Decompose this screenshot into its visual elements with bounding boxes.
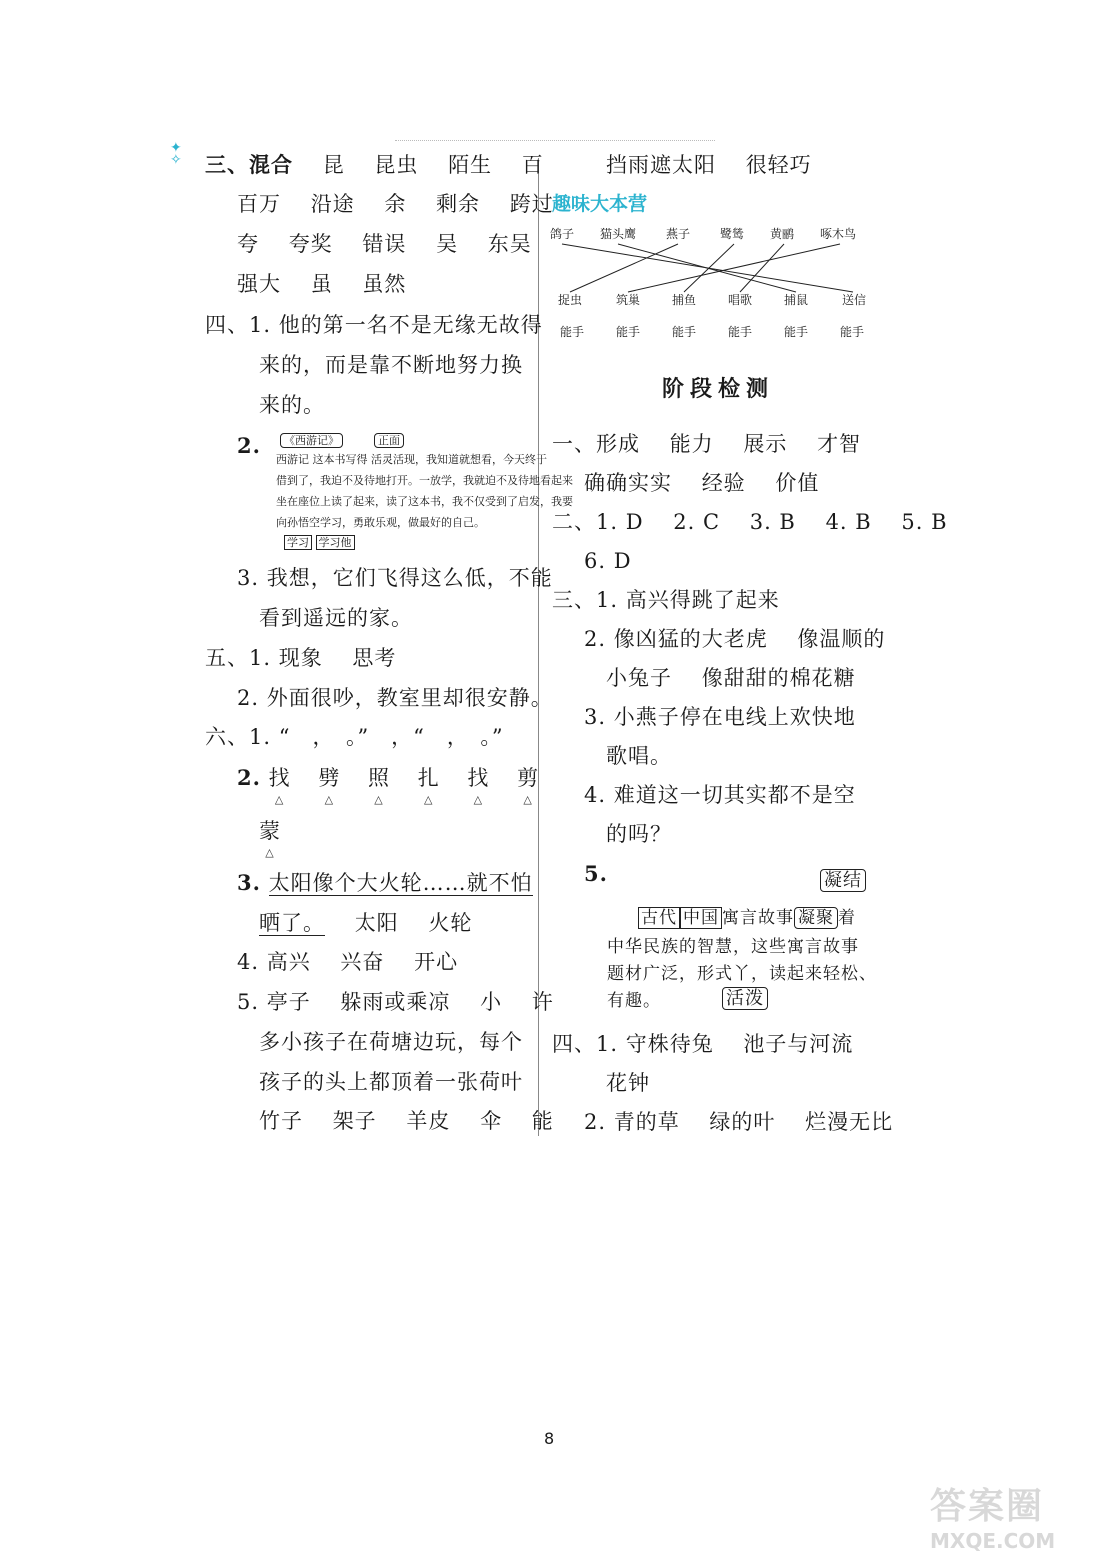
text: 确确实实 [584, 471, 672, 495]
left-s6-q2 [237, 764, 559, 792]
text: 思考 [352, 646, 397, 670]
left-s4-q1-line3: 来的。 [259, 393, 325, 417]
left-s6-q2-last [259, 817, 301, 845]
q5-box-bottom [722, 985, 768, 1013]
text: 2. 像凶猛的大老虎 [584, 627, 768, 651]
annotation-line1: 西游记 这本书写得 活灵活现，我知道就想看，今天终于 [276, 453, 547, 466]
text: 2. C [673, 510, 721, 534]
text: 凝结 [820, 869, 866, 892]
left-s4-q2-number: 2. [237, 433, 261, 458]
text: 学习 [284, 535, 312, 550]
left-s6-q3-line2 [259, 909, 472, 937]
right-s1-line2 [584, 469, 819, 497]
text: 挡雨遮太阳 [606, 153, 716, 177]
annotation-line4: 向孙悟空学习，勇敢乐观，做最好的自己。 [276, 516, 485, 529]
text: 一、形成 [552, 432, 640, 456]
text: 凝聚 [794, 907, 838, 929]
text: 昆 [322, 153, 345, 177]
text: 跨过 [509, 192, 554, 216]
q5-line2: 中华民族的智慧，这些寓言故事 [607, 937, 859, 957]
right-s3-q2-line2 [606, 664, 856, 692]
left-s6-q5-line3: 孩子的头上都顶着一张荷叶 [259, 1070, 523, 1094]
q5-line1 [638, 904, 856, 932]
text: 火轮 [428, 911, 473, 935]
bird-label: 黄鹂 [770, 227, 795, 241]
skill-label: 捉虫 [558, 293, 583, 307]
underlined-text: 太阳像个大火轮……就不怕 [268, 871, 533, 895]
text: 5. B [901, 510, 948, 534]
right-s4-line1 [552, 1030, 853, 1058]
left-s6-q5-line2: 多小孩子在荷塘边玩，每个 [259, 1030, 523, 1054]
match-line [740, 244, 784, 292]
text: 小 [480, 990, 503, 1014]
text: 昆虫 [374, 153, 419, 177]
text: 能 [531, 1109, 554, 1133]
bird-label: 燕子 [666, 227, 691, 241]
left-s6-q4 [237, 948, 458, 976]
text: 太阳 [354, 911, 399, 935]
text: 许 [531, 990, 554, 1014]
char-dotted: 找 △ [467, 764, 489, 792]
text: 夸 [237, 232, 259, 256]
char-dotted: 照 △ [368, 764, 390, 792]
left-s5-line1 [205, 644, 396, 672]
text: 中国 [680, 907, 722, 929]
text: 竹子 [259, 1109, 303, 1133]
text: 四、1. 守株待兔 [552, 1032, 714, 1056]
right-s3-q2-line1 [584, 625, 885, 653]
suffix-label: 能手 [672, 325, 697, 339]
top-dotted-rule [395, 140, 715, 141]
text: 虽然 [362, 272, 407, 296]
text: 经验 [701, 471, 746, 495]
right-s3-q4-line2: 的吗？ [606, 822, 672, 846]
watermark-logo: 答案圈 [930, 1486, 1045, 1527]
suffix-label: 能手 [840, 325, 865, 339]
right-s1-line1 [552, 430, 861, 458]
text: 学习他 [316, 535, 355, 550]
right-s4-line2: 花钟 [606, 1071, 650, 1095]
text: 池子与河流 [743, 1032, 854, 1056]
match-line [684, 244, 734, 292]
left-s3-line1 [205, 151, 544, 179]
annotation-tags [284, 536, 355, 550]
skill-label: 唱歌 [728, 293, 753, 307]
text: 像温顺的 [797, 627, 886, 651]
page-number: 8 [544, 1429, 555, 1448]
left-s6-q5-line1 [237, 988, 554, 1016]
bird-label: 啄木鸟 [820, 227, 857, 241]
text: 正面 [374, 433, 404, 448]
text: 展示 [743, 432, 788, 456]
suffix-label: 能手 [616, 325, 641, 339]
text: 五、1. 现象 [205, 646, 323, 670]
text: 绿的叶 [709, 1110, 776, 1134]
text: 5. 亭子 [237, 990, 311, 1014]
text: 余 [384, 192, 407, 216]
q5-line4: 有趣。 [607, 991, 661, 1011]
annotation-book-title [280, 434, 343, 448]
text: 兴奋 [340, 950, 385, 974]
text: 沿途 [310, 192, 355, 216]
text: 古代 [638, 907, 680, 929]
text: 百 [521, 153, 544, 177]
char-dotted: 劈 △ [318, 764, 340, 792]
text: 陌生 [448, 153, 493, 177]
right-top-line [606, 151, 812, 179]
text: 3. [237, 870, 261, 895]
annotation-line2: 借到了，我迫不及待地打开。一放学，我就迫不及待地看起来 [276, 474, 573, 487]
text: 《西游记》 [280, 433, 343, 448]
char-dotted: 找 △ [269, 764, 291, 792]
left-s6-q3-line1 [237, 869, 533, 897]
annotation-line3: 坐在座位上读了起来，读了这本书，我不仅受到了启发，我要 [276, 495, 573, 508]
text: 才智 [817, 432, 862, 456]
text: 4. 高兴 [237, 950, 311, 974]
bird-label: 鹭鸶 [720, 227, 745, 241]
text: 着 [838, 908, 856, 928]
skill-label: 捕鱼 [672, 293, 697, 307]
skill-label: 捕鼠 [784, 293, 809, 307]
text: 伞 [480, 1109, 503, 1133]
text: 2. 青的草 [584, 1110, 680, 1134]
text: 3. B [749, 510, 796, 534]
right-s2-line2: 6. D [584, 549, 632, 573]
star-icon: ✦ ✧ [170, 140, 182, 168]
text: 剩余 [436, 192, 481, 216]
right-s3-q4-line1: 4. 难道这一切其实都不是空 [584, 783, 856, 807]
suffix-label: 能手 [560, 325, 585, 339]
bird-label: 鸽子 [550, 227, 575, 241]
text: 2. [237, 765, 261, 790]
left-s4-q1-line2: 来的，而是靠不断地努力换 [259, 353, 523, 377]
right-s2-line1 [552, 508, 948, 536]
fun-section-heading: 趣味大本营 [552, 193, 648, 215]
left-s6-q5-line4 [259, 1107, 554, 1135]
right-s3-q5-number: 5. [584, 861, 608, 886]
match-line [618, 244, 796, 292]
text: 错误 [362, 232, 407, 256]
char-dotted: 蒙 △ [259, 817, 281, 845]
q5-box-top [820, 867, 866, 895]
text: 东吴 [487, 232, 532, 256]
text: 寓言故事 [722, 908, 794, 928]
watermark-url: MXQE.COM [930, 1529, 1056, 1553]
text: 夸奖 [288, 232, 333, 256]
text: 能力 [669, 432, 714, 456]
suffix-label: 能手 [728, 325, 753, 339]
text: 架子 [332, 1109, 377, 1133]
right-s4-line3 [584, 1108, 893, 1136]
annotation-correction [374, 434, 404, 448]
char-dotted: 剪 △ [517, 764, 539, 792]
q5-line3: 题材广泛，形式丫，读起来轻松、 [607, 964, 877, 984]
right-s3-q1: 三、1. 高兴得跳了起来 [552, 588, 780, 612]
right-s3-q3-line2: 歌唱。 [606, 744, 672, 768]
text: 虽 [310, 272, 333, 296]
text: 躲雨或乘凉 [340, 990, 451, 1014]
text: 活泼 [722, 987, 768, 1010]
stage-test-title: 阶段检测 [662, 376, 775, 402]
text: 4. B [825, 510, 872, 534]
text: 百万 [237, 192, 281, 216]
char-dotted: 扎 △ [418, 764, 440, 792]
right-s3-q3-line1: 3. 小燕子停在电线上欢快地 [584, 705, 856, 729]
text: 开心 [414, 950, 459, 974]
left-s3-line4 [237, 270, 406, 298]
left-s5-line2: 2. 外面很吵，教室里却很安静。 [237, 686, 553, 710]
text: 二、1. D [552, 510, 644, 534]
skill-label: 筑巢 [616, 293, 641, 307]
watermark [930, 1478, 1055, 1553]
text: 烂漫无比 [805, 1110, 894, 1134]
skill-label: 送信 [842, 293, 867, 307]
text: 强大 [237, 272, 281, 296]
bird-label: 猫头鹰 [600, 227, 637, 241]
left-s4-q3-line1: 3. 我想，它们飞得这么低，不能 [237, 566, 553, 590]
text: 吴 [436, 232, 459, 256]
left-s4-q3-line2: 看到遥远的家。 [259, 606, 413, 630]
left-s3-line2 [237, 190, 554, 218]
left-s4-q1-line1: 四、1. 他的第一名不是无缘无故得 [205, 313, 543, 337]
text: 很轻巧 [745, 153, 812, 177]
left-s6-line1: 六、1. “ ， 。” ，“ ， 。” [205, 725, 504, 749]
matching-diagram [548, 222, 878, 350]
left-s3-line3 [237, 230, 532, 258]
text: 羊皮 [406, 1109, 451, 1133]
text: 三、混合 [205, 152, 293, 177]
underlined-text: 晒了。 [259, 911, 325, 935]
text: 像甜甜的棉花糖 [701, 666, 856, 690]
suffix-label: 能手 [784, 325, 809, 339]
text: 价值 [775, 471, 820, 495]
text: 小兔子 [606, 666, 672, 690]
